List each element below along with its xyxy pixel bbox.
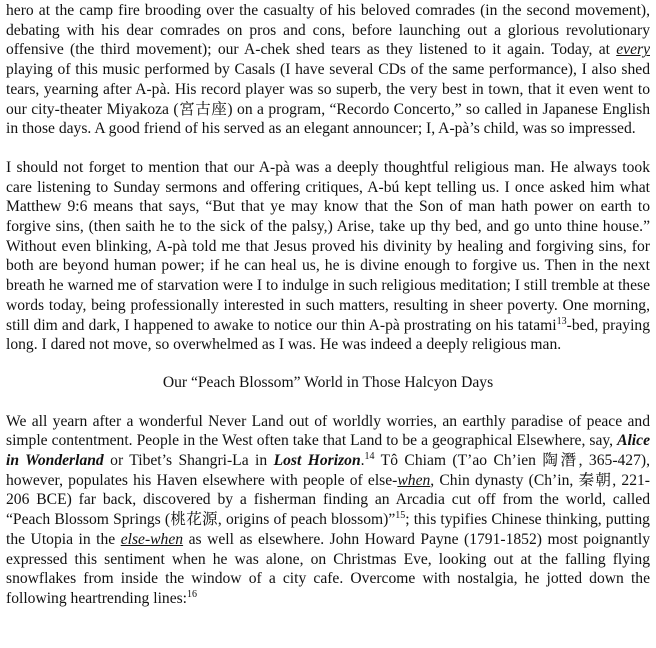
paragraph	[6, 0, 650, 139]
section-heading: Our “Peach Blossom” World in Those Halcyon Days	[162, 373, 494, 391]
text-run: or Tibet’s Shangri-La in	[103, 452, 274, 470]
paragraph	[6, 412, 650, 609]
text-run: , Chin dynasty (Ch’in, 秦朝, 221-206 BCE) far back, discovered by a fisherman finding an Arcadia cut off from the world, called “Peach Blossom Springs (桃花源, origins of peach blossom)”	[6, 471, 650, 529]
text-run: hero at the camp fire brooding over the casualty of his beloved comrades (in the second movement), debating with his dear comrades on pros and cons, before launching out a glorious revolutionary offensive (the third movement); our A-chek shed tears as they listened to it again. Today, at	[6, 2, 650, 59]
footnote-ref: 14	[364, 450, 375, 462]
text-run: I should not forget to mention that our A-pà was a deeply thoughtful religious man. He always took care listening to Sunday sermons and offering critiques, A-bú kept telling us. I once asked him what Matthew 9:6 means that says, “But that ye may know that the Son of man hath power on earth to forgive sins, (then saith he to the sick of the palsy,) Arise, take up thy bed, and go unto thine house.” Without even blinking, A-pà told me that Jesus proved his divinity by healing and forgiving sins, for both are beyond human power; if he can heal us, he is divine enough to forgive us. Then in the next breath he warned me of starvation were I to indulge in such religious meditation; I still tremble at these words today, being professionally interested in such matters, resulting in sheer poverty. One morning, still dim and dark, I happened to awake to notice our thin A-pà prostrating on his tatami	[6, 158, 650, 334]
emphasized-text: every	[616, 41, 650, 59]
text-run: ; this typifies Chinese thinking, putting the Utopia in the	[6, 511, 650, 548]
text-run: -bed, praying long. I dared not move, so overwhelmed as I was. He was indeed a deeply religious man.	[6, 316, 650, 354]
emphasized-text: Alice in Wonderland	[6, 432, 650, 470]
footnote-ref: 16	[187, 588, 198, 600]
text-run: as well as elsewhere. John Howard Payne (1791-1852) most poignantly expressed this sentiment when he was alone, on Christmas Eve, looking out at the falling flying snowflakes from inside the window of a city cafe. Overcome with nostalgia, he jotted down the following heartrending lines:	[6, 530, 651, 607]
text-run: Tô Chiam (T’ao Ch’ien 陶潛, 365-427), however, populates his Haven elsewhere with people of else-	[6, 452, 650, 489]
text-run: playing of this music performed by Casals (I have several CDs of the same performance), I also shed tears, yearning after A-pà. His record player was so superb, the very best in town, that it even went to our city-theater Miyakoza (宮古座) on a program, “Recordo Concerto,” so called in Japanese English in those days. A good friend of his served as an elegant announcer; I, A-pà’s child, was so impressed.	[6, 61, 650, 138]
footnote-ref: 13	[556, 315, 567, 327]
emphasized-text: when	[397, 471, 431, 489]
emphasized-text: Lost Horizon	[273, 452, 361, 470]
text-run: .	[360, 452, 365, 470]
text-run: We all yearn after a wonderful Never Land out of worldly worries, an earthly paradise of peace and simple contentment. People in the West often take that Land to be a geographical Elsewhere, say,	[6, 412, 650, 450]
paragraph	[6, 158, 650, 355]
emphasized-text: else-when	[120, 530, 184, 548]
footnote-ref: 15	[395, 509, 406, 521]
